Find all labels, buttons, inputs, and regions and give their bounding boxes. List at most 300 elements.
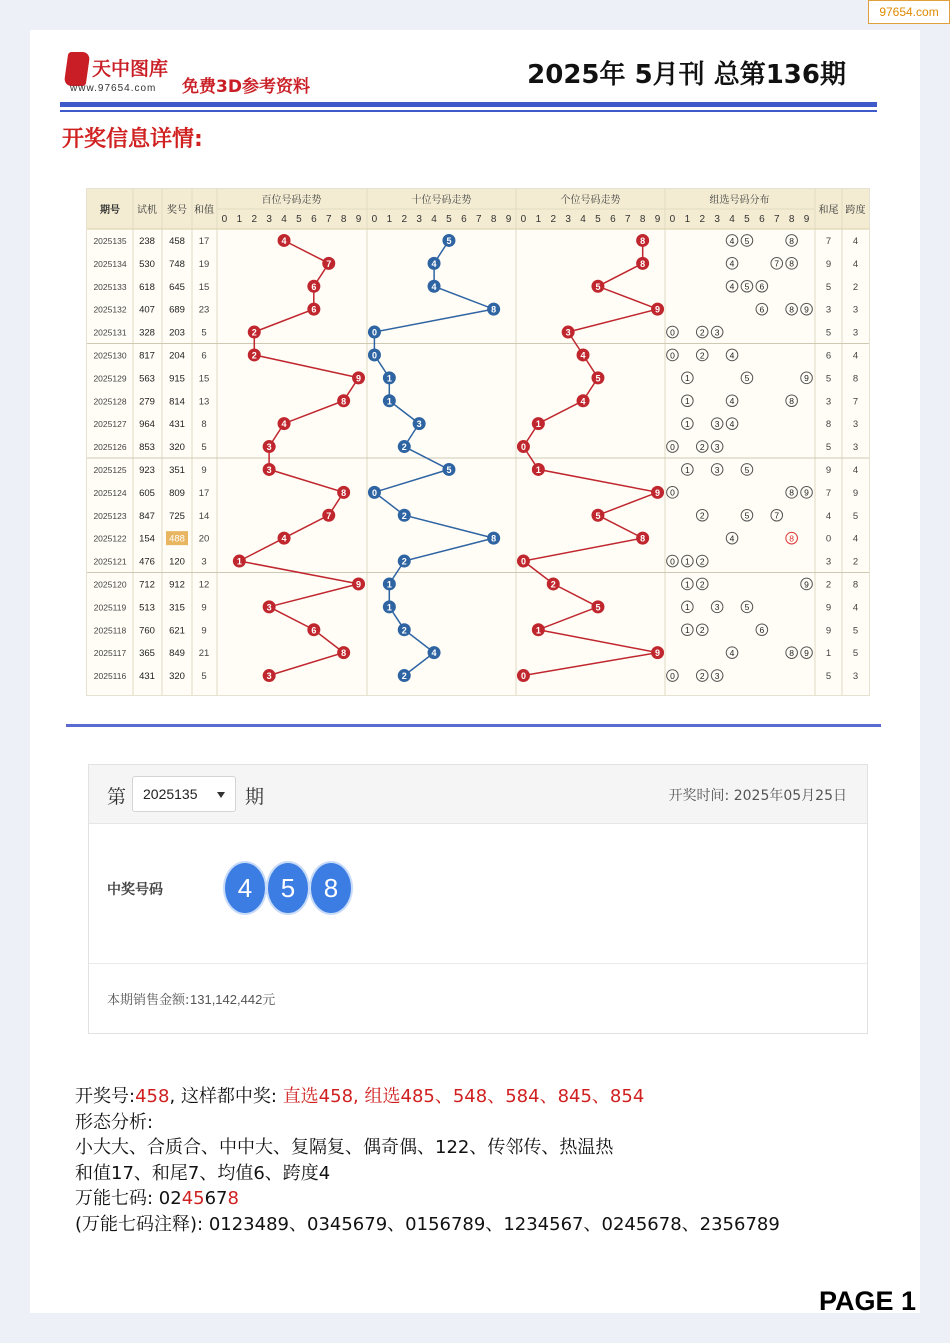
digit-header: 3 (266, 214, 272, 225)
winning-ball: 5 (266, 861, 310, 915)
winning-number-cell: 120 (169, 556, 185, 568)
digit-header: 8 (490, 214, 497, 225)
period-cell: 2025131 (93, 327, 127, 338)
group-distribution-digit: 4 (729, 258, 735, 269)
tens-trend-digit: 2 (401, 442, 407, 453)
sum-tail-cell: 5 (825, 671, 832, 683)
sum-cell: 6 (201, 350, 207, 362)
digit-header: 9 (654, 214, 661, 225)
group-distribution-digit: 1 (684, 464, 690, 475)
hundreds-trend-digit: 3 (266, 671, 272, 682)
trial-cell: 513 (139, 602, 155, 614)
group-distribution-digit: 9 (804, 487, 809, 498)
digit-header: 5 (595, 214, 601, 225)
column-header: 试机 (137, 205, 157, 216)
group-distribution-digit: 2 (699, 625, 705, 636)
draw-time: 开奖时间: 2025年05月25日 (668, 788, 847, 804)
draw-info-header (89, 765, 867, 824)
sum-tail-cell: 6 (825, 350, 832, 362)
column-header: 奖号 (167, 205, 187, 216)
hundreds-trend-digit: 3 (266, 442, 272, 453)
group-distribution-digit: 1 (684, 579, 690, 590)
sum-cell: 12 (198, 579, 210, 591)
group-distribution-digit: 2 (699, 350, 705, 361)
tens-trend-digit: 5 (446, 235, 452, 246)
units-trend-digit: 1 (535, 625, 541, 636)
digit-header: 4 (281, 214, 287, 225)
digit-header: 6 (610, 214, 616, 225)
sum-tail-cell: 3 (825, 396, 832, 408)
period-cell: 2025132 (93, 304, 127, 315)
group-distribution-digit: 2 (699, 670, 705, 681)
hundreds-trend-digit: 4 (281, 533, 287, 544)
digit-header: 3 (565, 214, 571, 225)
digit-header: 0 (371, 214, 378, 225)
digit-header: 2 (550, 214, 557, 225)
units-trend-digit: 5 (595, 510, 601, 521)
group-distribution-digit: 8 (789, 533, 795, 544)
winning-number-cell: 849 (169, 648, 185, 660)
sum-cell: 5 (201, 327, 207, 339)
group-distribution-digit: 0 (670, 556, 675, 567)
trend-block-title: 个位号码走势 (560, 195, 621, 206)
tens-trend-digit: 0 (371, 327, 377, 338)
span-cell: 3 (852, 419, 859, 431)
group-distribution-digit: 1 (684, 602, 690, 613)
winning-number-cell: 645 (169, 281, 185, 293)
period-cell: 2025135 (93, 235, 127, 246)
group-distribution-digit: 1 (684, 556, 690, 567)
span-cell: 3 (852, 671, 859, 683)
group-distribution-digit: 5 (744, 281, 750, 292)
header-rule-thin (60, 110, 877, 112)
hundreds-trend-digit: 7 (326, 258, 332, 269)
trial-cell: 964 (139, 419, 155, 431)
period-cell: 2025130 (93, 350, 127, 361)
sum-cell: 9 (201, 625, 207, 637)
header-rule (60, 102, 877, 107)
group-distribution-digit: 9 (804, 373, 809, 384)
group-distribution-digit: 8 (789, 258, 795, 269)
digit-header: 5 (446, 214, 452, 225)
draw-info-card (88, 764, 868, 1034)
span-cell: 5 (852, 648, 859, 660)
digit-header: 7 (624, 214, 631, 225)
winning-number-cell: 488 (169, 533, 185, 545)
tens-trend-digit: 1 (386, 579, 392, 590)
trial-cell: 154 (139, 533, 155, 545)
group-distribution-digit: 1 (684, 625, 690, 636)
sum-tail-cell: 9 (825, 258, 832, 270)
group-distribution-digit: 5 (744, 464, 750, 475)
sum-tail-cell: 5 (825, 281, 832, 293)
winning-number-cell: 725 (169, 510, 185, 522)
hundreds-trend-digit: 7 (326, 510, 332, 521)
digit-header: 9 (803, 214, 810, 225)
hundreds-trend-digit: 8 (341, 487, 347, 498)
group-distribution-digit: 2 (699, 556, 705, 567)
sum-cell: 23 (198, 304, 210, 316)
group-distribution-digit: 4 (729, 396, 735, 407)
group-distribution-digit: 4 (729, 281, 735, 292)
sum-tail-cell: 4 (825, 510, 832, 522)
digit-header: 8 (639, 214, 646, 225)
section-title: 开奖信息详情: (62, 127, 203, 152)
group-distribution-digit: 2 (699, 441, 705, 452)
trial-cell: 605 (139, 487, 155, 499)
units-trend-digit: 5 (595, 281, 601, 292)
trial-cell: 530 (139, 258, 155, 270)
hundreds-trend-digit: 6 (311, 304, 317, 315)
sum-tail-cell: 0 (825, 533, 832, 545)
units-trend-digit: 3 (565, 327, 571, 338)
period-cell: 2025116 (93, 671, 127, 682)
digit-header: 8 (788, 214, 795, 225)
period-cell: 2025133 (93, 281, 127, 292)
sum-cell: 21 (198, 648, 210, 660)
winning-number-cell: 748 (169, 258, 185, 270)
tens-trend-digit: 0 (371, 487, 377, 498)
digit-header: 0 (520, 214, 527, 225)
digit-header: 8 (340, 214, 347, 225)
tens-trend-digit: 1 (386, 373, 392, 384)
sum-cell: 13 (198, 396, 210, 408)
units-trend-digit: 4 (580, 350, 586, 361)
units-trend-digit: 0 (520, 671, 526, 682)
group-distribution-digit: 9 (804, 579, 809, 590)
hundreds-trend-digit: 9 (356, 579, 362, 590)
analysis-line-sum: 和值17、和尾7、均值6、跨度4 (75, 1162, 331, 1184)
digit-header: 1 (535, 214, 542, 225)
group-distribution-digit: 4 (729, 418, 735, 429)
units-trend-digit: 8 (640, 258, 646, 269)
hundreds-trend-digit: 3 (266, 464, 272, 475)
span-cell: 3 (852, 327, 859, 339)
column-header: 期号 (100, 205, 120, 216)
sum-tail-cell: 5 (825, 442, 832, 454)
sum-cell: 5 (201, 442, 207, 454)
digit-header: 2 (699, 214, 706, 225)
winning-number-cell: 315 (169, 602, 185, 614)
winning-number-cell: 431 (169, 419, 185, 431)
digit-header: 3 (416, 214, 422, 225)
period-cell: 2025128 (93, 396, 127, 407)
winning-number-cell: 689 (169, 304, 185, 316)
span-cell: 3 (852, 304, 859, 316)
winning-ball: 4 (223, 861, 267, 915)
sum-cell: 5 (201, 671, 207, 683)
period-cell: 2025123 (93, 510, 127, 521)
units-trend-digit: 1 (535, 419, 541, 430)
group-distribution-digit: 3 (714, 602, 720, 613)
analysis-line-seven-code: 万能七码: 0245678 (75, 1188, 239, 1209)
sum-tail-cell: 9 (825, 464, 832, 476)
winning-number-cell: 351 (169, 464, 185, 476)
winning-number-cell: 912 (169, 579, 185, 591)
trend-block-title: 百位号码走势 (261, 195, 322, 206)
trial-cell: 476 (139, 556, 155, 568)
direct-selection-text: 直选458, (282, 1086, 359, 1107)
hundreds-trend-digit: 2 (251, 350, 257, 361)
digit-header: 1 (236, 214, 243, 225)
hundreds-trend-digit: 2 (251, 327, 257, 338)
sum-cell: 20 (198, 533, 210, 545)
sales-value: 131,142,442元 (190, 992, 276, 1007)
group-distribution-digit: 6 (759, 625, 765, 636)
analysis-line-seven-code-notes: (万能七码注释): 0123489、0345679、0156789、1234567、0245678、2356789 (75, 1213, 780, 1235)
hundreds-trend-digit: 4 (281, 235, 287, 246)
period-cell: 2025129 (93, 373, 127, 384)
winning-number-cell: 809 (169, 487, 185, 499)
period-prefix-label: 第 (107, 786, 127, 808)
group-distribution-digit: 0 (670, 441, 675, 452)
winning-number-text: 458 (135, 1086, 170, 1107)
digit-header: 7 (325, 214, 332, 225)
trial-cell: 431 (139, 671, 155, 683)
winning-number-cell: 621 (169, 625, 185, 637)
units-trend-digit: 5 (595, 373, 601, 384)
span-cell: 8 (852, 373, 859, 385)
group-distribution-digit: 4 (729, 647, 735, 658)
group-distribution-digit: 8 (789, 487, 795, 498)
period-cell: 2025125 (93, 464, 127, 475)
period-cell: 2025126 (93, 442, 127, 453)
tens-trend-digit: 4 (431, 281, 437, 292)
analysis-line-heading: 形态分析: (75, 1111, 154, 1133)
sum-tail-cell: 1 (825, 648, 832, 660)
sum-cell: 17 (198, 235, 210, 247)
units-trend-digit: 9 (655, 648, 661, 659)
span-cell: 4 (852, 602, 859, 614)
period-cell: 2025121 (93, 556, 127, 567)
digit-header: 2 (401, 214, 408, 225)
sum-cell: 15 (198, 281, 210, 293)
winning-number-cell: 320 (169, 442, 185, 454)
digit-header: 9 (355, 214, 362, 225)
sum-tail-cell: 2 (825, 579, 832, 591)
span-cell: 2 (852, 281, 859, 293)
units-trend-digit: 9 (655, 304, 661, 315)
digit-header: 4 (431, 214, 437, 225)
trial-cell: 847 (139, 510, 155, 522)
units-trend-digit: 4 (580, 396, 586, 407)
sum-tail-cell: 3 (825, 304, 832, 316)
group-distribution-digit: 9 (804, 647, 809, 658)
sum-cell: 15 (198, 373, 210, 385)
group-distribution-digit: 0 (670, 670, 675, 681)
span-cell: 5 (852, 625, 859, 637)
winning-number-cell: 203 (169, 327, 185, 339)
span-cell: 4 (852, 350, 859, 362)
analysis-line-winning: 开奖号:458, 这样都中奖: 直选458, 组选485、548、584、845、854 (75, 1086, 645, 1107)
group-distribution-digit: 6 (759, 304, 765, 315)
hundreds-trend-digit: 1 (236, 556, 242, 567)
group-distribution-digit: 3 (714, 327, 720, 338)
trial-cell: 853 (139, 442, 155, 454)
trial-cell: 407 (139, 304, 155, 316)
digit-header: 6 (311, 214, 317, 225)
sum-cell: 3 (201, 556, 207, 568)
trial-cell: 712 (139, 579, 155, 591)
sum-tail-cell: 8 (825, 419, 832, 431)
issue-title: 2025年 5月刊 总第136期 (527, 60, 846, 90)
tens-trend-digit: 0 (371, 350, 377, 361)
card-divider (89, 963, 867, 964)
digit-header: 4 (580, 214, 586, 225)
group-distribution-digit: 3 (714, 441, 720, 452)
winning-number-cell: 458 (169, 235, 185, 247)
sum-cell: 14 (198, 510, 210, 522)
digit-header: 1 (684, 214, 691, 225)
period-select-value: 2025135 (143, 786, 198, 802)
group-distribution-digit: 2 (699, 510, 705, 521)
digit-header: 3 (714, 214, 720, 225)
trial-cell: 923 (139, 464, 155, 476)
span-cell: 4 (852, 258, 859, 270)
digit-header: 4 (729, 214, 735, 225)
group-distribution-digit: 8 (789, 396, 795, 407)
analysis-text (75, 1084, 780, 1237)
tens-trend-digit: 4 (431, 648, 437, 659)
tens-trend-digit: 4 (431, 258, 437, 269)
span-cell: 4 (852, 235, 859, 247)
period-cell: 2025134 (93, 258, 127, 269)
units-trend-digit: 9 (655, 487, 661, 498)
winning-ball: 8 (309, 861, 353, 915)
units-trend-digit: 5 (595, 602, 601, 613)
trend-chart (86, 188, 870, 696)
group-distribution-digit: 1 (684, 418, 690, 429)
logo-icon (64, 52, 91, 86)
group-distribution-digit: 0 (670, 327, 675, 338)
group-distribution-digit: 8 (789, 235, 795, 246)
group-distribution-digit: 7 (774, 510, 780, 521)
period-select[interactable] (132, 776, 236, 812)
logo-name: 天中图库 (92, 58, 169, 80)
period-cell: 2025127 (93, 419, 127, 430)
span-cell: 4 (852, 464, 859, 476)
winning-number-cell: 915 (169, 373, 185, 385)
digit-header: 6 (461, 214, 467, 225)
digit-header: 7 (475, 214, 482, 225)
sum-cell: 9 (201, 464, 207, 476)
sum-tail-cell: 5 (825, 373, 832, 385)
group-distribution-digit: 0 (670, 487, 675, 498)
group-selection-text: 组选485、548、584、845、854 (364, 1086, 645, 1107)
tens-trend-digit: 2 (401, 556, 407, 567)
column-header: 跨度 (845, 205, 866, 216)
trend-block-title: 十位号码走势 (411, 195, 472, 206)
trial-cell: 365 (139, 648, 155, 660)
group-distribution-digit: 1 (684, 373, 690, 384)
trial-cell: 760 (139, 625, 155, 637)
tens-trend-digit: 3 (416, 419, 422, 430)
sum-tail-cell: 7 (825, 235, 832, 247)
group-distribution-digit: 8 (789, 304, 795, 315)
span-cell: 3 (852, 442, 859, 454)
trial-cell: 328 (139, 327, 155, 339)
group-distribution-digit: 4 (729, 235, 735, 246)
trial-cell: 817 (139, 350, 155, 362)
digit-header: 5 (744, 214, 750, 225)
sum-cell: 9 (201, 602, 207, 614)
sum-tail-cell: 5 (825, 327, 832, 339)
group-distribution-digit: 2 (699, 579, 705, 590)
hundreds-trend-digit: 3 (266, 602, 272, 613)
trial-cell: 563 (139, 373, 155, 385)
sum-cell: 8 (201, 419, 207, 431)
span-cell: 9 (852, 487, 859, 499)
tens-trend-digit: 1 (386, 396, 392, 407)
digit-header: 7 (773, 214, 780, 225)
trial-cell: 618 (139, 281, 155, 293)
group-distribution-digit: 7 (774, 258, 780, 269)
units-trend-digit: 1 (535, 464, 541, 475)
group-distribution-digit: 9 (804, 304, 809, 315)
group-distribution-digit: 3 (714, 670, 720, 681)
sum-tail-cell: 9 (825, 625, 832, 637)
tens-trend-digit: 2 (401, 510, 407, 521)
tens-trend-digit: 8 (491, 304, 497, 315)
group-distribution-digit: 6 (759, 281, 765, 292)
group-distribution-digit: 4 (729, 350, 735, 361)
hundreds-trend-digit: 9 (356, 373, 362, 384)
period-cell: 2025119 (93, 602, 127, 613)
group-distribution-digit: 5 (744, 602, 750, 613)
tens-trend-digit: 2 (401, 671, 407, 682)
units-trend-digit: 0 (520, 556, 526, 567)
period-cell: 2025118 (93, 625, 127, 636)
hundreds-trend-digit: 8 (341, 396, 347, 407)
span-cell: 2 (852, 556, 859, 568)
tens-trend-digit: 5 (446, 464, 452, 475)
winning-number-cell: 814 (169, 396, 185, 408)
page (30, 30, 920, 1316)
winning-number-cell: 204 (169, 350, 185, 362)
tens-trend-digit: 8 (491, 533, 497, 544)
chevron-down-icon (217, 792, 225, 798)
period-cell: 2025124 (93, 487, 127, 498)
period-cell: 2025122 (93, 533, 127, 544)
digit-header: 6 (759, 214, 765, 225)
digit-header: 0 (669, 214, 676, 225)
hundreds-trend-digit: 8 (341, 648, 347, 659)
sum-cell: 19 (198, 258, 210, 270)
winning-number-cell: 320 (169, 671, 185, 683)
period-suffix-label: 期 (245, 786, 265, 808)
logo-url: www.97654.com (70, 83, 157, 94)
header-subtitle: 免费3D参考资料 (182, 77, 310, 97)
group-distribution-digit: 8 (789, 647, 795, 658)
sum-tail-cell: 3 (825, 556, 832, 568)
sales-label: 本期销售金额: (107, 993, 190, 1008)
period-cell: 2025117 (93, 648, 127, 659)
sum-tail-cell: 9 (825, 602, 832, 614)
group-distribution-digit: 5 (744, 510, 750, 521)
digit-header: 5 (296, 214, 302, 225)
group-distribution-digit: 3 (714, 418, 720, 429)
group-distribution-digit: 4 (729, 533, 735, 544)
sum-cell: 17 (198, 487, 210, 499)
trial-cell: 279 (139, 396, 155, 408)
page-number: PAGE 1 (818, 1286, 916, 1316)
span-cell: 4 (852, 533, 859, 545)
digit-header: 2 (251, 214, 258, 225)
group-distribution-digit: 2 (699, 327, 705, 338)
units-trend-digit: 2 (550, 579, 556, 590)
sum-tail-cell: 7 (825, 487, 832, 499)
group-distribution-digit: 3 (714, 464, 720, 475)
